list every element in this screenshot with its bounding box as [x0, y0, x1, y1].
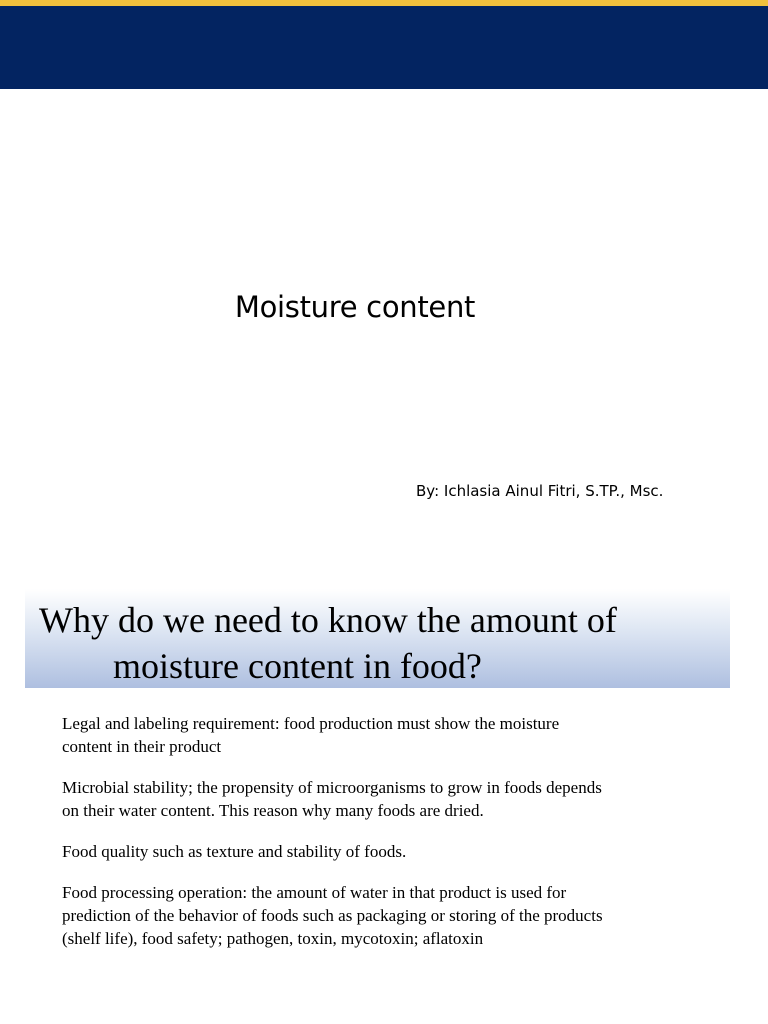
question-header: [25, 589, 730, 688]
author-line: By: Ichlasia Ainul Fitri, S.TP., Msc.: [416, 482, 664, 500]
slide-title: Moisture content: [234, 290, 476, 324]
question-line-1: Why do we need to know the amount of: [39, 600, 617, 640]
reason-item: Microbial stability; the propensity of microorganisms to grow in foods depends on their water content. This reason why many foods are dried.: [62, 778, 602, 820]
reason-item: Food quality such as texture and stability of foods.: [62, 842, 407, 861]
header-navy-bar: [0, 6, 768, 89]
question-heading: [39, 597, 729, 689]
reason-item: Legal and labeling requirement: food production must show the moisture content in their product: [62, 714, 560, 756]
content-slide: [0, 560, 768, 1024]
question-line-2: moisture content in food?: [113, 646, 482, 686]
reasons-list: [62, 712, 702, 968]
reason-item: Food processing operation: the amount of water in that product is used for prediction of the behavior of foods such as packaging or storing of the products (shelf life), food safety; pathogen, toxin, mycotoxin; aflatoxin: [62, 883, 603, 948]
